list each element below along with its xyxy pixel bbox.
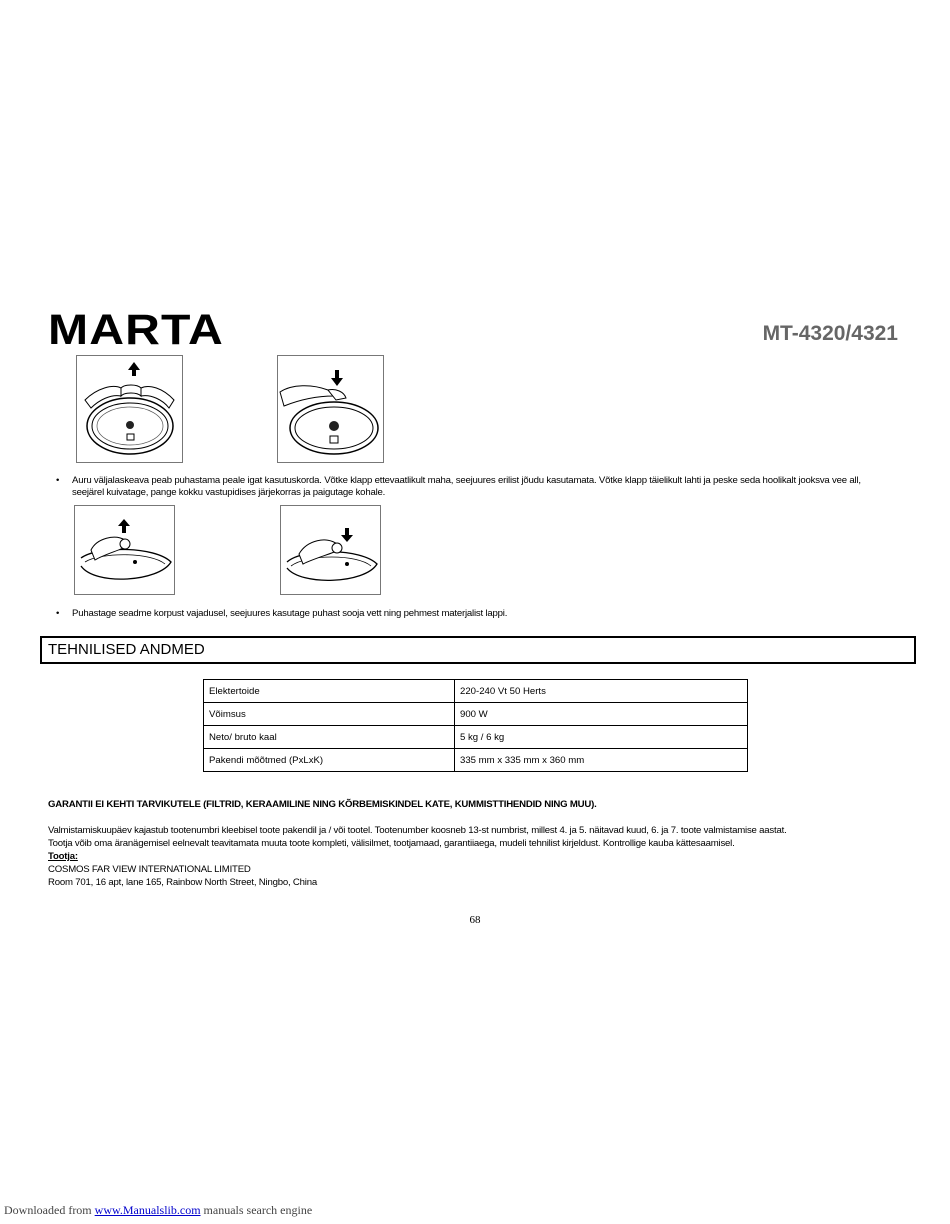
producer-company: COSMOS FAR VIEW INTERNATIONAL LIMITED [48, 864, 251, 875]
arrow-down-icon [331, 370, 343, 386]
arrow-down-icon [341, 528, 353, 542]
spec-label: Võimsus [204, 703, 455, 726]
spec-table [203, 679, 748, 772]
table-row [204, 703, 748, 726]
bullet-dot: • [56, 475, 60, 486]
table-row [204, 726, 748, 749]
manufacturer-rights-text: Tootja võib oma äranägemisel eelnevalt teavitamata muuta toote kompleti, välisilmet, tootjamaad, garantiiaega, mudeli tehnilist kirjeldust. Kontrollige kauba kättesaamisel. [48, 838, 735, 849]
spec-value: 5 kg / 6 kg [455, 726, 748, 749]
spec-label: Elektertoide [204, 680, 455, 703]
arrow-up-icon [118, 519, 130, 533]
bullet-line: seejärel kuivatage, pange kokku vastupidises järjekorras ja paigutage kohale. [72, 487, 386, 498]
model-number: MT-4320/4321 [762, 322, 898, 345]
page-number: 68 [469, 914, 481, 926]
producer-address: Room 701, 16 apt, lane 165, Rainbow North Street, Ningbo, China [48, 877, 317, 888]
bullet-item [56, 475, 886, 503]
table-row [204, 749, 748, 772]
figure-valve-lift-up [74, 505, 175, 595]
download-footer [4, 1203, 312, 1218]
footer-suffix: manuals search engine [200, 1203, 313, 1217]
figure-valve-press-down [280, 505, 381, 595]
arrow-up-icon [128, 362, 140, 376]
spec-label: Pakendi mõõtmed (PxLxK) [204, 749, 455, 772]
manualslib-link[interactable]: www.Manualslib.com [94, 1203, 201, 1217]
brand-logo: MARTA [48, 306, 224, 354]
bullet-item [56, 608, 886, 622]
bullet-line: Auru väljalaskeava peab puhastama peale igat kasutuskorda. Võtke klapp ettevaatlikult maha, seejuures erilist jõudu kasutamata. Võtke klapp täielikult lahti ja peske seda hoolikalt jooksva vee all, [72, 475, 861, 486]
producer-label: Tootja: [48, 851, 78, 862]
spec-label: Neto/ bruto kaal [204, 726, 455, 749]
table-row [204, 680, 748, 703]
footer-prefix: Downloaded from [4, 1203, 95, 1217]
manufacture-date-text: Valmistamiskuupäev kajastub tootenumbri kleebisel toote pakendil ja / või tootel. Tootenumber koosneb 13-st numbrist, millest 4. ja 5. näitavad kuud, 6. ja 7. toote valmistamise aastat. [48, 825, 787, 836]
section-title: TEHNILISED ANDMED [40, 636, 916, 664]
spec-value: 900 W [455, 703, 748, 726]
spec-value: 335 mm x 335 mm x 360 mm [455, 749, 748, 772]
warranty-note: GARANTII EI KEHTI TARVIKUTELE (FILTRID, KERAAMILINE NING KÕRBEMISKINDEL KATE, KUMMISTTIHENDID NING MUU). [48, 799, 597, 810]
figure-lid-press-down [277, 355, 384, 463]
bullet-dot: • [56, 608, 60, 619]
spec-value: 220-240 Vt 50 Herts [455, 680, 748, 703]
figure-lid-lift-up [76, 355, 183, 463]
bullet-line: Puhastage seadme korpust vajadusel, seejuures kasutage puhast sooja vett ning pehmest materjalist lappi. [72, 608, 508, 619]
